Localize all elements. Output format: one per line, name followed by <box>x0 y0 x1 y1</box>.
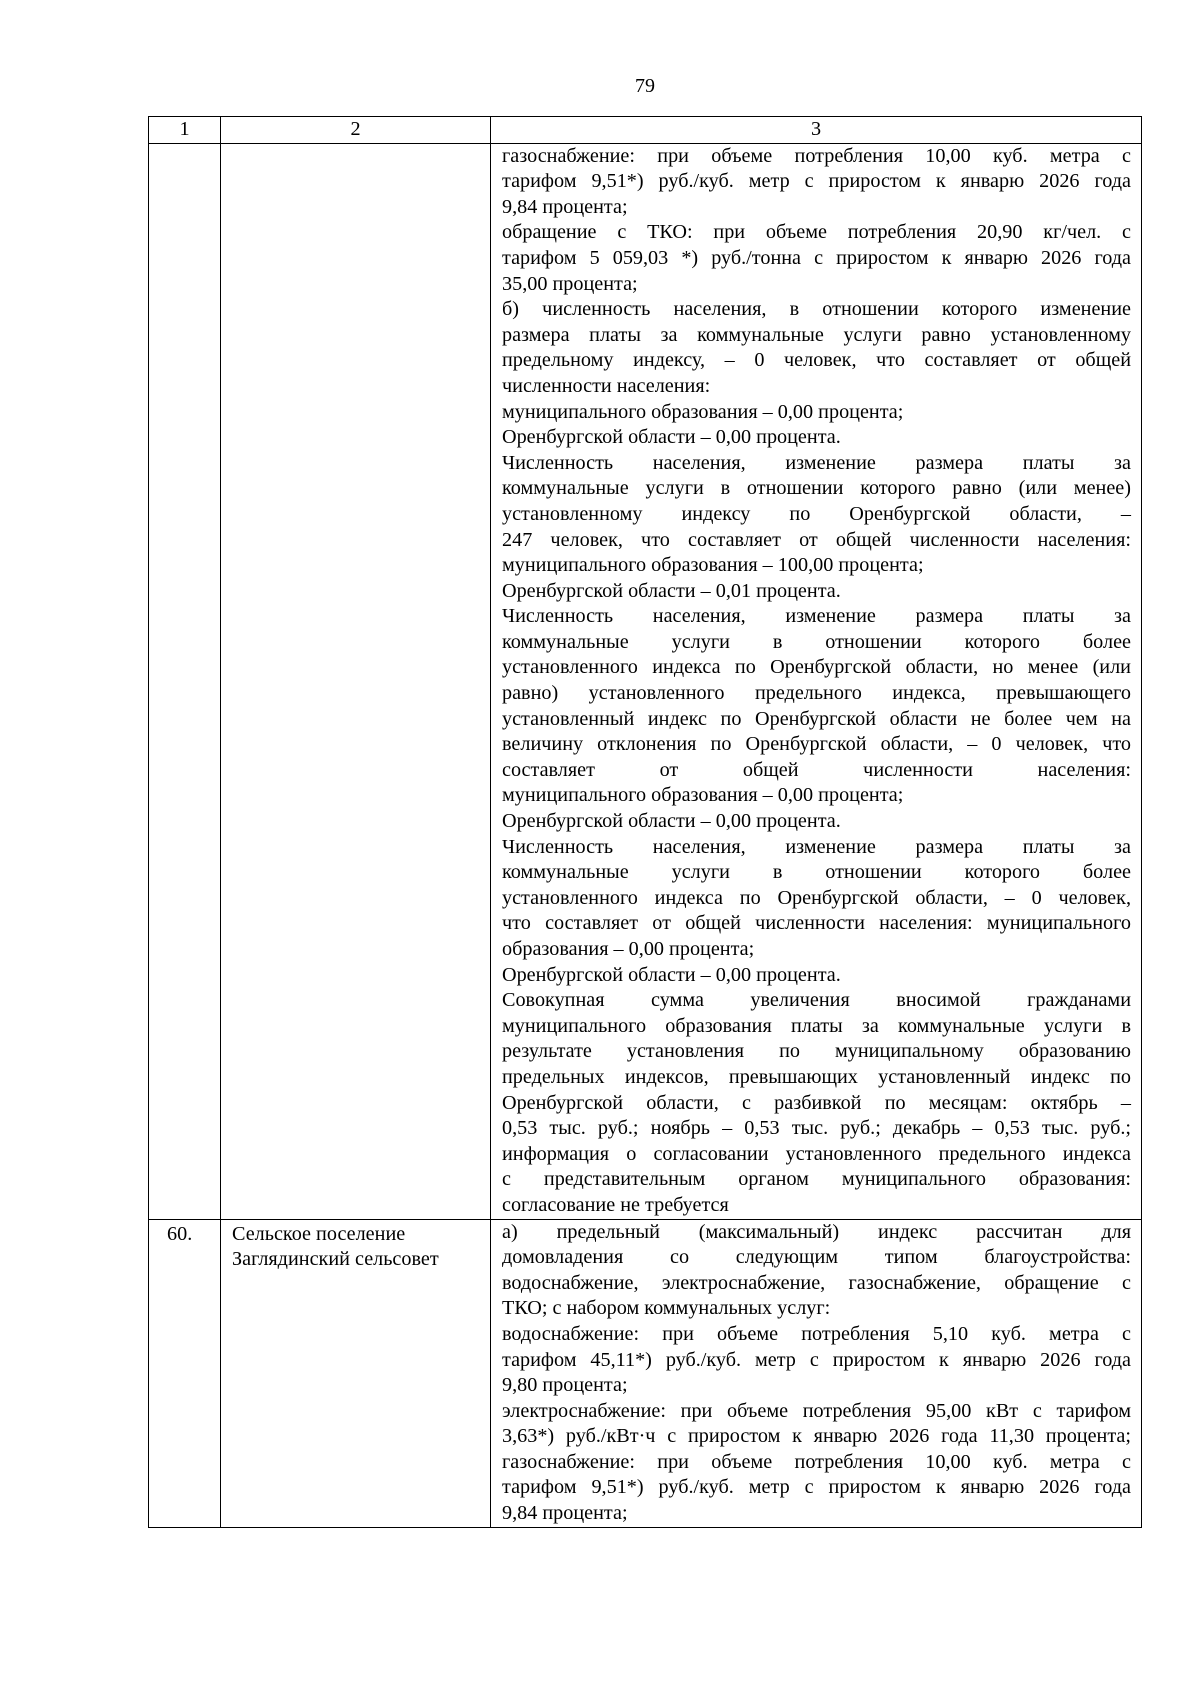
text-line: результате установления по муниципальному образованию <box>502 1040 1131 1063</box>
text-line: 3,63*) руб./кВт·ч с приростом к январю 2026 года 11,30 процента; <box>502 1425 1131 1448</box>
settlement-name-line: Сельское поселение <box>232 1222 406 1245</box>
text-line: тарифом 9,51*) руб./куб. метр с приростом к январю 2026 года <box>502 1476 1131 1499</box>
text-line: Оренбургской области – 0,00 процента. <box>502 810 841 833</box>
tariff-table <box>148 116 1142 1528</box>
table-row <box>149 1219 1142 1527</box>
column-header-2: 2 <box>221 117 491 144</box>
text-line: размера платы за коммунальные услуги равно установленному <box>502 323 1131 346</box>
text-line: Численность населения, изменение размера платы за <box>502 451 1131 474</box>
text-line: коммунальные услуги в отношении которого равно (или менее) <box>502 477 1131 500</box>
text-line: электроснабжение: при объеме потребления 95,00 кВт с тарифом <box>502 1399 1131 1422</box>
text-line: составляет от общей численности населения: <box>502 758 1131 781</box>
text-line: Численность населения, изменение размера платы за <box>502 835 1131 858</box>
text-line: Совокупная сумма увеличения вносимой гражданами <box>502 989 1131 1012</box>
text-line: тарифом 9,51*) руб./куб. метр с приростом к январю 2026 года <box>502 170 1131 193</box>
text-line: Оренбургской области – 0,01 процента. <box>502 579 841 602</box>
text-line: газоснабжение: при объеме потребления 10,00 куб. метра с <box>502 1450 1131 1473</box>
text-line: тарифом 45,11*) руб./куб. метр с приростом к январю 2026 года <box>502 1348 1131 1371</box>
description-cell <box>491 143 1142 1219</box>
text-line: предельных индексов, превышающих установленный индекс по <box>502 1065 1131 1088</box>
page-number: 79 <box>635 75 655 97</box>
text-line: установленного индекса по Оренбургской области, – 0 человек, <box>502 886 1131 909</box>
text-line: муниципального образования – 100,00 процента; <box>502 554 924 577</box>
text-line: коммунальные услуги в отношении которого более <box>502 861 1131 884</box>
text-line: обращение с ТКО: при объеме потребления 20,90 кг/чел. с <box>502 221 1131 244</box>
text-line: домовладения со следующим типом благоустройства: <box>502 1246 1131 1269</box>
text-line: согласование не требуется <box>502 1193 729 1216</box>
settlement-name-cell <box>221 143 491 1219</box>
text-line: 247 человек, что составляет от общей численности населения: <box>502 528 1131 551</box>
text-line: что составляет от общей численности населения: муниципального <box>502 912 1131 935</box>
text-line: муниципального образования платы за коммунальные услуги в <box>502 1014 1131 1037</box>
text-line: Численность населения, изменение размера платы за <box>502 605 1131 628</box>
table-header-row <box>149 117 1142 144</box>
text-line: равно) установленного предельного индекса, превышающего <box>502 682 1131 705</box>
text-line: установленный индекс по Оренбургской области не более чем на <box>502 707 1131 730</box>
text-line: Оренбургской области, с разбивкой по месяцам: октябрь – <box>502 1091 1131 1114</box>
text-line: предельному индексу, – 0 человек, что составляет от общей <box>502 349 1131 372</box>
settlement-name-line: Заглядинский сельсовет <box>232 1248 439 1271</box>
text-line: Оренбургской области – 0,00 процента. <box>502 426 841 449</box>
text-line: водоснабжение: при объеме потребления 5,10 куб. метра с <box>502 1322 1131 1345</box>
text-line: установленному индексу по Оренбургской области, – <box>502 502 1131 525</box>
text-line: б) численность населения, в отношении которого изменение <box>502 298 1131 321</box>
table-row <box>149 143 1142 1219</box>
text-line: величину отклонения по Оренбургской области, – 0 человек, что <box>502 733 1131 756</box>
text-line: образования – 0,00 процента; <box>502 938 755 960</box>
column-header-3: 3 <box>491 117 1142 144</box>
text-line: Оренбургской области – 0,00 процента. <box>502 963 841 986</box>
text-line: 9,84 процента; <box>502 195 628 218</box>
text-line: установленного индекса по Оренбургской области, но менее (или <box>502 656 1131 679</box>
text-line: 9,80 процента; <box>502 1374 628 1397</box>
text-line: а) предельный (максимальный) индекс рассчитан для <box>502 1220 1131 1243</box>
row-number-cell <box>149 143 221 1219</box>
text-line: муниципального образования – 0,00 процента; <box>502 400 904 423</box>
text-line: 35,00 процента; <box>502 272 638 295</box>
text-line: ТКО; с набором коммунальных услуг: <box>502 1297 831 1320</box>
text-line: информация о согласовании установленного предельного индекса <box>502 1142 1131 1165</box>
text-line: 0,53 тыс. руб.; ноябрь – 0,53 тыс. руб.; декабрь – 0,53 тыс. руб.; <box>502 1117 1131 1140</box>
row-number-cell: 60. <box>149 1219 221 1527</box>
column-header-1: 1 <box>149 117 221 144</box>
text-line: водоснабжение, электроснабжение, газоснабжение, обращение с <box>502 1271 1131 1294</box>
text-line: газоснабжение: при объеме потребления 10,00 куб. метра с <box>502 144 1131 167</box>
text-line: тарифом 5 059,03 *) руб./тонна с приростом к январю 2026 года <box>502 246 1131 269</box>
settlement-name-cell <box>221 1219 491 1527</box>
text-line: с представительным органом муниципального образования: <box>502 1168 1131 1191</box>
text-line: 9,84 процента; <box>502 1502 628 1525</box>
description-cell <box>491 1219 1142 1527</box>
text-line: муниципального образования – 0,00 процента; <box>502 784 904 807</box>
text-line: численности населения: <box>502 374 711 397</box>
text-line: коммунальные услуги в отношении которого более <box>502 630 1131 653</box>
